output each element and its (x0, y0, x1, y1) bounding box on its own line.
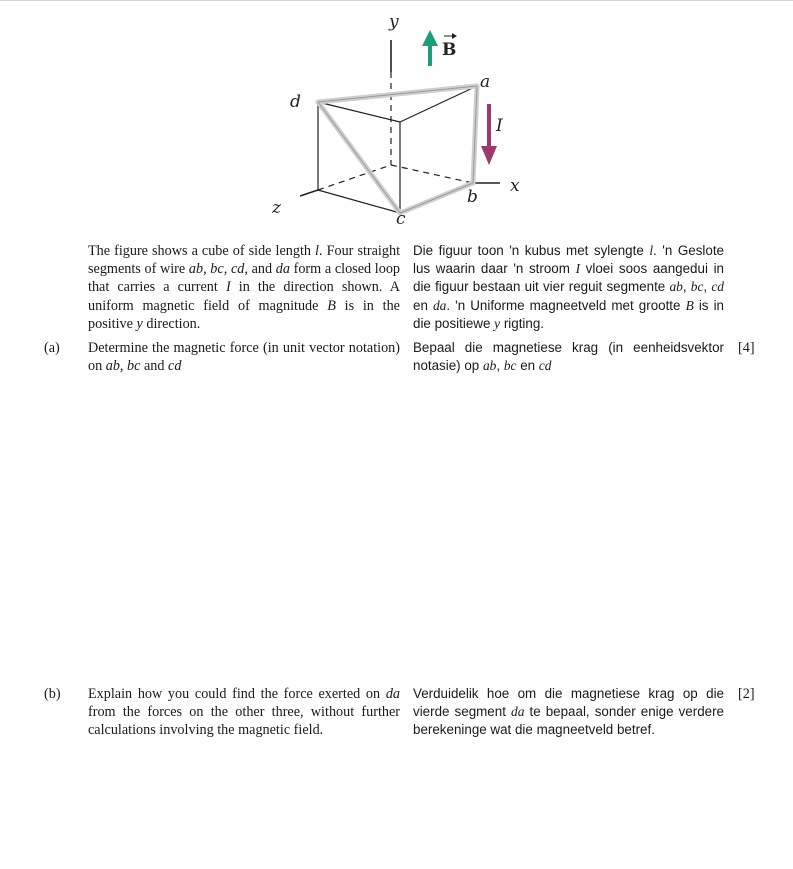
question-b-english: Explain how you could find the force exerted on da from the forces on the other three, without further calculations involving the magnetic field. (88, 686, 400, 739)
top-rule (0, 0, 793, 1)
question-a-label: (a) (44, 340, 60, 356)
label-b: b (467, 187, 478, 207)
label-x: x (510, 176, 520, 196)
label-B (442, 33, 457, 60)
intro-english: The figure shows a cube of side length l. Four straight segments of wire ab, bc, cd, and da form a closed loop that carries a current I in the direction shown. A uniform magnetic field of magnitude B is in the positive y direction. (88, 243, 401, 332)
label-y: y (389, 12, 399, 32)
label-z: z (272, 198, 281, 218)
cube-figure (250, 10, 550, 235)
question-b-afrikaans: Verduidelik hoe om die magnetiese krag op die vierde segment da te bepaal, sonder enige verdere berekeninge wat die magneetveld betref. (413, 686, 724, 738)
label-a: a (480, 72, 491, 92)
label-d: d (290, 92, 301, 112)
intro-afrikaans: Die figuur toon 'n kubus met sylengte l. 'n Geslote lus waarin daar 'n stroom I vloei soos aangedui in die figuur bestaan uit vier reguit segmente ab, bc, cd en da. 'n Uniforme magneetveld met grootte B is in die positiewe y rigting. (413, 243, 724, 331)
question-a-english: Determine the magnetic force (in unit vector notation) on ab, bc and cd (88, 340, 400, 375)
z-axis (300, 190, 318, 196)
question-a-afrikaans: Bepaal die magnetiese krag (in eenheidsvektor notasie) op ab, bc en cd (413, 340, 724, 374)
cube-edges (318, 86, 477, 213)
question-b-label: (b) (44, 686, 61, 702)
question-a-marks: [4] (738, 340, 755, 356)
question-b-marks: [2] (738, 686, 755, 702)
label-c: c (396, 209, 406, 229)
svg-text:B: B (442, 40, 457, 60)
wire-loop (318, 86, 477, 213)
label-I: I (496, 116, 503, 136)
current-arrow (481, 104, 497, 165)
field-arrow (422, 30, 438, 66)
